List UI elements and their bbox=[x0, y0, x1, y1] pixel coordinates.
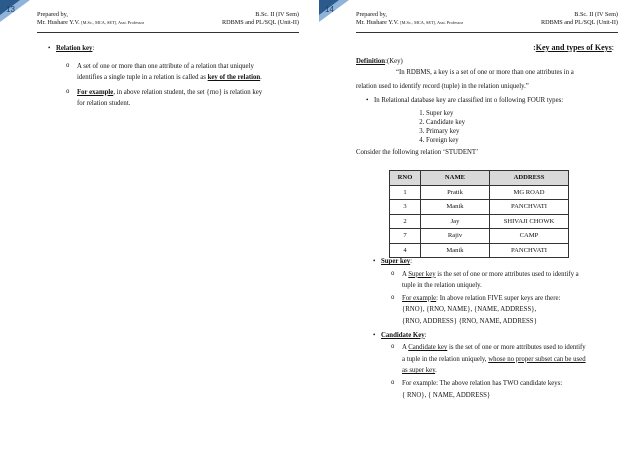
student-table bbox=[389, 170, 569, 258]
super-key-definition: o A Super key is the set of one or more attributes used to identify a tuple in the relation uniquely. bbox=[391, 269, 618, 292]
header-course: B.Sc. II (IV Sem) RDBMS and PL/SQL (Unit-II) bbox=[222, 11, 299, 26]
table-cell: 1 bbox=[390, 185, 421, 200]
table-cell: Pratik bbox=[421, 185, 490, 200]
definition-text-1: “In RDBMS, a key is a set of one or more than one attributes in a bbox=[396, 69, 574, 77]
header-rule bbox=[356, 32, 618, 33]
table-cell: CAMP bbox=[490, 229, 569, 244]
table-cell: PANCHVATI bbox=[490, 200, 569, 215]
candidate-key-heading: • Candidate Key: bbox=[381, 330, 618, 342]
header-prepared-by: Prepared by, bbox=[356, 11, 387, 18]
page-14 bbox=[319, 0, 638, 451]
keys-section bbox=[356, 42, 618, 159]
column-header: NAME bbox=[421, 171, 490, 186]
relation-key-example: o For example, in above relation student, the set {rno} is relation key for relation student. bbox=[66, 87, 299, 110]
section-title: :Key and types of Keys: bbox=[533, 43, 614, 52]
super-key-example: o For example: In above relation FIVE super keys are there: {RNO}, {RNO, NAME}, {NAME, ADDRESS}, {RNO, ADDRESS} {RNO, NAME, ADDRESS} bbox=[391, 293, 618, 328]
page-header bbox=[37, 11, 299, 27]
page-corner-decoration bbox=[0, 0, 30, 22]
table-cell: Manik bbox=[421, 243, 490, 258]
table-cell: 2 bbox=[390, 214, 421, 229]
table-cell: 3 bbox=[390, 200, 421, 215]
header-author: Mr. Hushare Y.V. [M.Sc., MCA, SET], Asst. Professor bbox=[356, 19, 464, 26]
definition: Definition:(Key) bbox=[356, 57, 403, 65]
classification-note: • In Relational database key are classified int o following FOUR types: bbox=[374, 95, 618, 107]
table-row bbox=[390, 214, 569, 229]
table-cell: PANCHVATI bbox=[490, 243, 569, 258]
super-key-heading: • Super key: bbox=[381, 256, 618, 268]
header-prepared-by: Prepared by, bbox=[37, 11, 68, 18]
page-corner-decoration bbox=[319, 0, 349, 22]
relation-key-section bbox=[56, 43, 299, 110]
candidate-key-definition: o A Candidate key is the set of one or more attributes used to identify a tuple in the relation uniquely, whose no proper subset can be used as super key. bbox=[391, 342, 618, 377]
list-item: 2. Candidate key bbox=[426, 118, 618, 127]
column-header: RNO bbox=[390, 171, 421, 186]
table-row bbox=[390, 229, 569, 244]
header-course: B.Sc. II (IV Sem) RDBMS and PL/SQL (Unit-II) bbox=[541, 11, 618, 26]
header-rule bbox=[37, 32, 299, 33]
page-header bbox=[356, 11, 618, 27]
column-header: ADDRESS bbox=[490, 171, 569, 186]
list-item: 4. Foreign key bbox=[426, 136, 618, 145]
table-cell: 4 bbox=[390, 243, 421, 258]
relation-key-heading: • Relation key: bbox=[56, 43, 299, 55]
list-item: 1. Super key bbox=[426, 109, 618, 118]
super-key-section bbox=[381, 256, 618, 401]
table-cell: Manik bbox=[421, 200, 490, 215]
table-cell: MG ROAD bbox=[490, 185, 569, 200]
page-number: 14 bbox=[325, 5, 334, 14]
relation-key-definition: o A set of one or more than one attribute of a relation that uniquely identifies a single tuple in a relation is called as key of the relation. bbox=[66, 61, 299, 84]
page-number: 13 bbox=[6, 5, 15, 14]
table-cell: 7 bbox=[390, 229, 421, 244]
table-header-row bbox=[390, 171, 569, 186]
table-row bbox=[390, 185, 569, 200]
header-author: Mr. Hushare Y.V. [M.Sc., MCA, SET], Asst. Professor bbox=[37, 19, 145, 26]
table-row bbox=[390, 200, 569, 215]
candidate-key-example: o For example: The above relation has TWO candidate keys: { RNO}, { NAME, ADDRESS} bbox=[391, 378, 618, 401]
list-item: 3. Primary key bbox=[426, 127, 618, 136]
table-cell: Rajiv bbox=[421, 229, 490, 244]
definition-text-2: relation used to identify record (tuple) in the relation uniquely.” bbox=[356, 82, 529, 90]
table-cell: SHIVAJI CHOWK bbox=[490, 214, 569, 229]
consider-text: Consider the following relation ‘STUDENT’ bbox=[356, 148, 479, 156]
key-types-list bbox=[408, 109, 618, 145]
table-cell: Jay bbox=[421, 214, 490, 229]
